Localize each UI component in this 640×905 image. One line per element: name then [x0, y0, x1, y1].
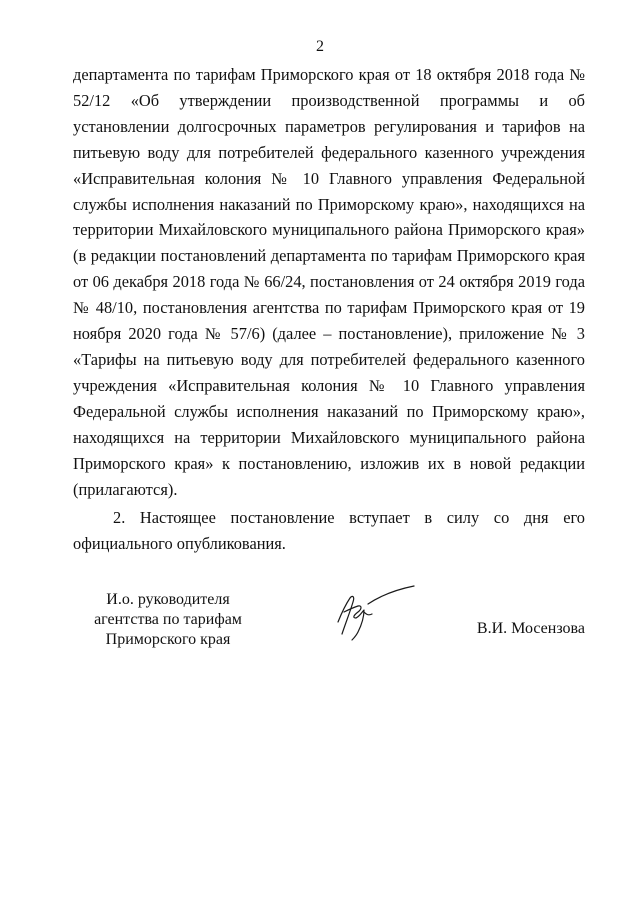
handwritten-signature — [328, 582, 418, 644]
paragraph-effective-date: 2. Настоящее постановление вступает в силу со дня его официального опубликования. — [73, 508, 585, 554]
page-number: 2 — [316, 38, 324, 55]
signer-title-line: агентства по тарифам — [94, 611, 242, 628]
document-body — [73, 62, 585, 557]
signer-name: В.И. Мосензова — [476, 620, 585, 637]
signer-title-line: Приморского края — [105, 631, 231, 648]
signature-block — [73, 590, 585, 660]
signer-title — [73, 590, 263, 650]
signer-title-line: И.о. руководителя — [106, 591, 230, 608]
paragraph-continuation: департамента по тарифам Приморского края от 18 октября 2018 года № 52/12 «Об утверждении производственной программы и об установлении долгосрочных параметров регулирования и тарифов на питьевую воду для потребителей федерального казенного учреждения «Исправительная колония № 10 Главного управления Федеральной службы исполнения наказаний по Приморскому краю», находящихся на территории Михайловского муниципального района Приморского края» (в редакции постановлений департамента по тарифам Приморского края от 06 декабря 2018 года № 66/24, постановления от 24 октября 2019 года № 48/10, постановления агентства по тарифам Приморского края от 19 ноября 2020 года № 57/6) (далее – постановление), приложение № 3 «Тарифы на питьевую воду для потребителей федерального казенного учреждения «Исправительная колония № 10 Главного управления Федеральной службы исполнения наказаний по Приморскому краю», находящихся на территории Михайловского муниципального района Приморского края» к постановлению, изложив их в новой редакции (прилагаются). — [73, 65, 585, 499]
